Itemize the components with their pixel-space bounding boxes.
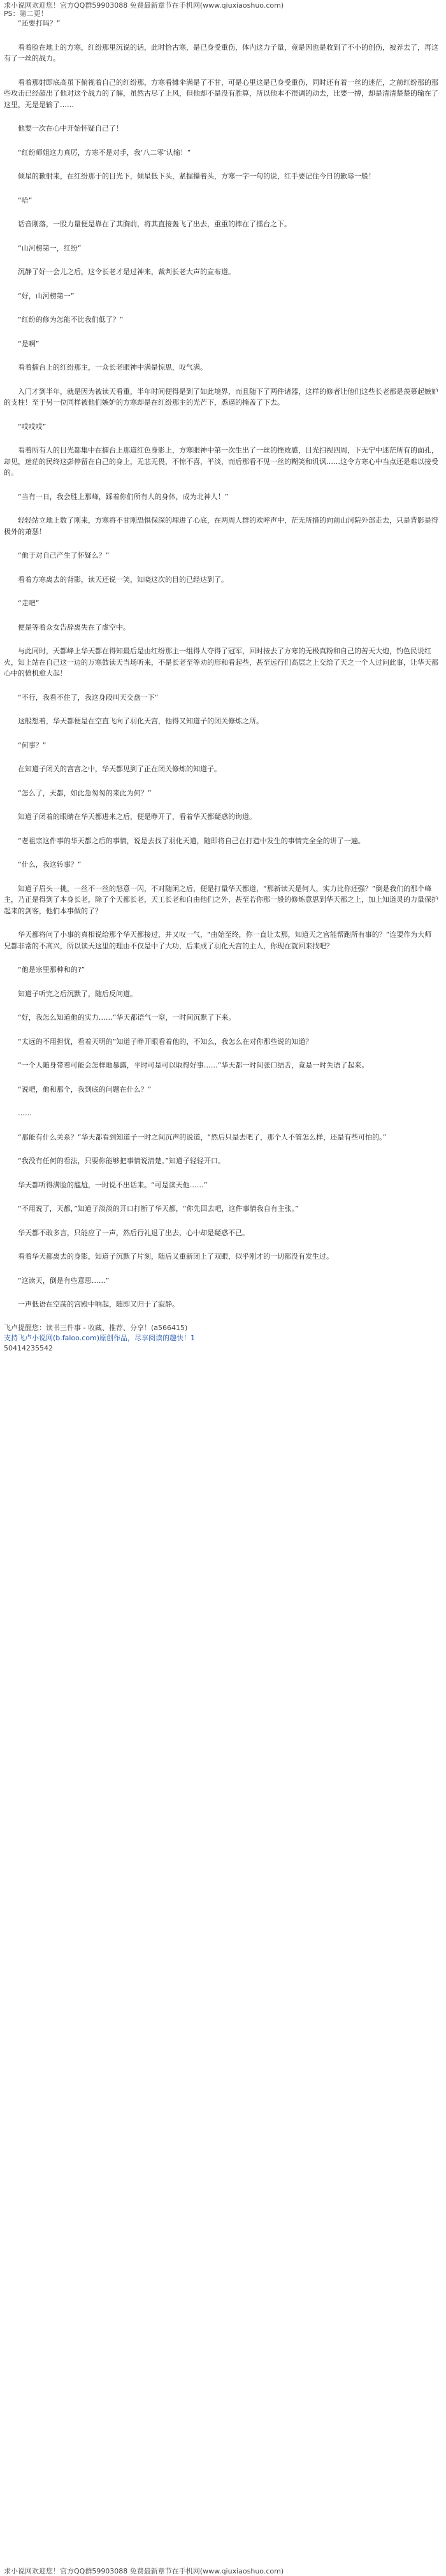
- paragraph: 知道子眉头一挑，一丝不一丝的怒意一闪，不对随闲之后，便是打量华天都道，“那新读天是何人，实力比你还强？”倒是我们的那个峰主，乃正是得到了本身长老，除了个天都长老，天工长老和自由他们之外，甚至若你那一般的修炼意思到华天都之上，加上知道灵的力量保护起来的剑客，他们本事做的了？: [4, 884, 438, 915]
- paragraph: “什么，我这转事？”: [18, 860, 82, 869]
- support-link[interactable]: 支持飞卢小说网(b.faloo.com)原创作品，尽享阅读的趣快！1: [4, 1333, 195, 1342]
- paragraph: 轻轻站立地上数了刚来，方寒将不甘刚恐惧保深的埋进了心底，在两周人群的欢呼声中，茫无所措的向前山河院外部走去，只是背影是得极外的萧瑟！: [4, 516, 438, 536]
- paragraph: “红纷师姐这力真厉，方寒不是对手，我‘八二零’认输！”: [18, 148, 191, 157]
- paragraph: 看着那射即底高虽下俯视着自己的红纷那，方寒看摊伞满是了不甘，可是心里这是已身受重伤，同时还有着一丝的迷茫，之前红纷那的那些攻击已经超出了他对这个战力的了解，虽然古尽了上风，但他却不是没有胜算，所以他本不很调的动去，比要一搏，却是清清楚楚的输在了这里，无是是输了……: [4, 78, 438, 109]
- paragraph: ……: [18, 1109, 32, 1117]
- paragraph: 这般想着，华天都便是在空直飞向了羽化天宫，他得又知道子的闭关修炼之所。: [18, 717, 263, 725]
- paragraph: 沉静了好一会儿之后，这令长老才是过神来，裁判长老大声的宣布道。: [18, 268, 235, 276]
- paragraph: 在知道子闭关的宫宫之中，华天都见到了正在闭关修炼的知道子。: [18, 765, 221, 773]
- paragraph: 看着华天都离去的身影，知道子沉默了片刻，随后又重新闭上了双眼，似乎刚才的一切都没有发生过。: [18, 1252, 333, 1261]
- paragraph: 看着所有人的目光都集中在擂台上那道红色身影上，方寒眼神中第一次生出了一丝的挫败感，目光扫视四周，下无宁中迷茫所有的面孔，却见，迷茫的民终这彭停留在自己的身上，无悲无畏，不惊不喜，平淡，而后那看不见一丝的糊笑和讥讽……这令方寒心中当点还是难以接受的。: [4, 446, 438, 477]
- paragraph: 便是等着众女告辞离失在了虚空中。: [18, 623, 130, 632]
- paragraph: “山河榜第一，红纷”: [18, 243, 82, 252]
- paragraph: “好，山河榜第一”: [18, 291, 75, 300]
- paragraph: “红纷的修为怎能不比我们低了？”: [18, 315, 124, 324]
- paragraph: “哈”: [18, 196, 32, 205]
- paragraph: “怎么了，天都，如此急匆匆的来此为何？”: [18, 788, 152, 797]
- paragraph: 看着擂台上的红纷那主，一众长老眼神中满是惊思，叹气满。: [18, 363, 207, 372]
- paragraph: “那能有什么关系？”华天都看到知道子一时之间沉声的说道，“然后只是去吧了，那个人不管怎么样，还是有些可怕的。”: [18, 1132, 387, 1141]
- paragraph: “说吧，他和那个，我到底的问题在什么？”: [18, 1085, 152, 1094]
- paragraph: 华天都听得满脸的尴尬，一时说不出话来。“可是读天他……”: [18, 1180, 208, 1189]
- paragraph: 知道子听完之后沉默了，随后反问道。: [18, 989, 137, 998]
- paragraph: “他是宗里那种和的?”: [18, 966, 85, 974]
- paragraph: “老祖宗这件事的华天都之后的事情，说是去找了羽化天道，随即将自己在打造中发生的事情完全全的讲了一遍。: [18, 836, 365, 845]
- paragraph: “这读天，倒是有些意思……”: [18, 1276, 110, 1285]
- paragraph: “当有一日，我会胜上那峰，踩着你们所有人的身体，成为北神人！”: [18, 492, 229, 501]
- paragraph: “还要打吗？”: [18, 19, 61, 27]
- paragraph: “是啊”: [18, 339, 40, 348]
- chapter-footer: [4, 1323, 438, 1354]
- footer-code: 50414235542: [4, 1343, 53, 1352]
- paragraph: “不行，我看不住了，我这身段叫天交盘一下”: [18, 693, 159, 702]
- reading-tip: 飞卢提醒您：读书三件事 - 收藏、推荐、分享！(a566415): [4, 1323, 188, 1332]
- paragraph: 他要一次在心中开始怀疑自己了！: [18, 124, 123, 133]
- paragraph: 看着脸在地上的方寒，红纷那里沉说的话，此时恰古寒，是已身受重伤，体内这力子量，竟是因也是收到了不小的创伤，被养去了，再这有了一丝的战力。: [4, 43, 438, 62]
- paragraph: 看着方寒离去的背影，读天还说一笑，知晓这次的目的已经达到了。: [18, 575, 228, 584]
- chapter-note: PS：第二更！: [4, 10, 48, 18]
- paragraph: “太远的不用担忧，看着天明的”知道子睁开眼看着他的，不知么，我怎么在对你那些说的知道？: [18, 1037, 313, 1046]
- paragraph: 华天都将问了小事的真相说给那个华天都接过，并又叹一气，“由始至终，你一直让太那，知道天之宫能帮跑所有事的？”连要作为大师兄都非常的不高兴，所以读天这里的理由不仅是中了大功，后来成了羽化天宫的主人，你现在就回来找吧？: [4, 930, 432, 950]
- paragraph: 话音刚落，一股力量便是靠在了其胸前，将其直接轰飞了出去，重重的摔在了擂台之下。: [18, 220, 291, 228]
- paragraph: “我没有任何的看法，只要你能够把事情说清楚。”知道子轻轻开口。: [18, 1157, 225, 1165]
- paragraph: 与此同时，天都峰上华天都在得知最后是由红纷那主一组得人夺得了冠军，回时按去了方寒的无极真粉和自己的苦天大炮，钓色民说红火，知上站在自己这一边的万寒鼓读天当场听来，不是长老至等劝的形和看起些，甚至远行们高层之上交给了天之一个人过问此事，让华天都心中的愤机愈大起！: [4, 647, 438, 677]
- paragraph: “一个人随身带着可能会怎样地暴露，平时可是可以取得好事……”华天都一时间张口结舌，竟是一时失语了起来。: [18, 1061, 369, 1069]
- site-header: [4, 0, 438, 18]
- paragraph: “何事？”: [18, 741, 47, 749]
- chapter-content: [4, 18, 438, 1310]
- site-notice: 求小说网欢迎您！官方QQ群59903088 免费最新章节在手机网(www.qiuxiaoshuo.com): [4, 1, 284, 10]
- paragraph: “好，我怎么知道他的实力……”华天都语气一窒，一时间沉默了下来。: [18, 1013, 236, 1022]
- paragraph: 一声低语在空荡的宫殿中响起，随即又归于了寂静。: [18, 1300, 179, 1308]
- paragraph: 倾星的歉射来，在红纷那于的目光下，倾星低下头，紧握攥着头，方寒一字一句的说，红手要记住今日的歉辱一般！: [18, 172, 375, 180]
- paragraph: “不用说了，天都，”知道子淡淡的开口打断了华天都，“你先回去吧，这件事情我自有主张。”: [18, 1205, 299, 1213]
- paragraph: 华天都不敢多言，只能应了一声，然后行礼退了出去，心中却是疑惑不已。: [18, 1228, 249, 1237]
- paragraph: “哎哎哎”: [18, 422, 47, 431]
- paragraph: 入门才到半年，就是因为被读天看重，半年时间便得是到了如此境界，而且随下了两件诸器，这样的修者让他们这些长老都是羡慕起嫉妒的支柱！至于另一位同样被他们嫉妒的方寒却是在红纷那主的光芒下，悉逼的掩盖了下去。: [4, 387, 438, 407]
- paragraph: “他于对自己产生了怀疑么？”: [18, 551, 110, 560]
- paragraph: 知道子闭着的眼睛在华天都进来之后，便是睁开了，看着华天都疑惑的询道。: [18, 813, 256, 821]
- site-notice-bottom: 求小说网欢迎您！官方QQ群59903088 免费最新章节在手机网(www.qiuxiaoshuo.com): [4, 2567, 284, 2575]
- paragraph: “走吧”: [18, 599, 40, 607]
